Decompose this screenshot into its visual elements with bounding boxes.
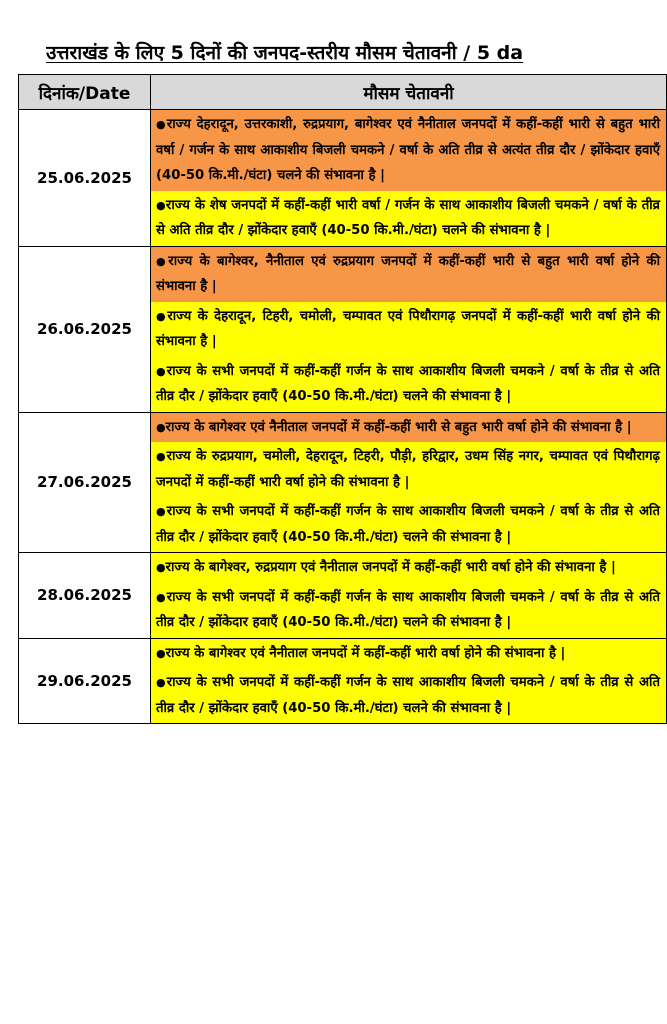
warning-text: राज्य के सभी जनपदों में कहीं-कहीं गर्जन के साथ आकाशीय बिजली चमकने / वर्षा के तीव्र से अति तीव्र दौर / झोंकेदार हवाएँ (40-50 कि.मी./घंटा) चलने की संभावना है | — [156, 504, 660, 545]
warning-text: राज्य के बागेश्वर एवं नैनीताल जनपदों में कहीं-कहीं भारी से बहुत भारी वर्षा होने की संभावना है | — [165, 419, 632, 435]
warning-text: राज्य के सभी जनपदों में कहीं-कहीं गर्जन के साथ आकाशीय बिजली चमकने / वर्षा के तीव्र से अति तीव्र दौर / झोंकेदार हवाएँ (40-50 कि.मी./घंटा) चलने की संभावना है | — [156, 675, 660, 716]
yellow-warning-item — [151, 553, 666, 583]
yellow-warning-item — [151, 302, 666, 357]
yellow-warning-item — [151, 497, 666, 552]
warning-column-header: मौसम चेतावनी — [151, 75, 667, 110]
table-row — [19, 638, 667, 724]
bullet-icon: ● — [156, 198, 166, 212]
bullet-icon: ● — [156, 561, 166, 574]
bullet-icon: ● — [156, 364, 167, 378]
warning-text: राज्य के देहरादून, टिहरी, चमोली, चम्पावत एवं पिथौरागढ़ जनपदों में कहीं-कहीं भारी वर्षा होने की संभावना है | — [156, 308, 660, 349]
page-title: उत्तराखंड के लिए 5 दिनों की जनपद-स्तरीय मौसम चेतावनी / 5 da — [46, 42, 524, 64]
yellow-warning-item — [151, 639, 666, 669]
warning-cell — [151, 638, 667, 724]
table-body — [19, 110, 667, 724]
date-cell: 28.06.2025 — [19, 553, 151, 639]
warning-text: राज्य देहरादून, उत्तरकाशी, रुद्रप्रयाग, बागेश्वर एवं नैनीताल जनपदों में कहीं-कहीं भारी से बहुत भारी वर्षा / गर्जन के साथ आकाशीय बिजली चमकने / वर्षा के अति तीव्र से अत्यंत तीव्र दौर / झोंकेदार हवाएँ (40-50 कि.मी./घंटा) चलने की संभावना है | — [156, 117, 660, 183]
warning-cell — [151, 110, 667, 247]
yellow-warning-item — [151, 583, 666, 638]
table-row — [19, 553, 667, 639]
yellow-warning-item — [151, 442, 666, 497]
table-row — [19, 110, 667, 247]
warning-text: राज्य के सभी जनपदों में कहीं-कहीं गर्जन के साथ आकाशीय बिजली चमकने / वर्षा के तीव्र से अति तीव्र दौर / झोंकेदार हवाएँ (40-50 कि.मी./घंटा) चलने की संभावना है | — [156, 363, 660, 404]
bullet-icon: ● — [156, 254, 169, 268]
bullet-icon: ● — [156, 590, 167, 604]
date-cell: 27.06.2025 — [19, 412, 151, 553]
bullet-icon: ● — [156, 646, 166, 660]
warning-cell — [151, 246, 667, 412]
yellow-warning-item — [151, 668, 666, 723]
bullet-icon: ● — [156, 505, 167, 518]
warning-table — [18, 74, 667, 724]
warning-text: राज्य के बागेश्वर, नैनीताल एवं रुद्रप्रयाग जनपदों में कहीं-कहीं भारी से बहुत भारी वर्षा होने की संभावना है | — [156, 253, 660, 294]
yellow-warning-item — [151, 191, 666, 246]
table-row — [19, 412, 667, 553]
table-header-row — [19, 75, 667, 110]
bullet-icon: ● — [156, 676, 167, 689]
warning-text: राज्य के बागेश्वर एवं नैनीताल जनपदों में कहीं-कहीं भारी वर्षा होने की संभावना है | — [165, 645, 566, 661]
warning-text: राज्य के सभी जनपदों में कहीं-कहीं गर्जन के साथ आकाशीय बिजली चमकने / वर्षा के तीव्र से अति तीव्र दौर / झोंकेदार हवाएँ (40-50 कि.मी./घंटा) चलने की संभावना है | — [156, 589, 660, 630]
orange-warning-item — [151, 247, 666, 302]
date-cell: 29.06.2025 — [19, 638, 151, 724]
date-cell: 26.06.2025 — [19, 246, 151, 412]
bullet-icon: ● — [156, 309, 168, 323]
table-row — [19, 246, 667, 412]
warning-cell — [151, 553, 667, 639]
bullet-icon: ● — [156, 450, 167, 463]
orange-warning-item — [151, 110, 666, 191]
bullet-icon: ● — [156, 420, 166, 434]
warning-text: राज्य के बागेश्वर, रुद्रप्रयाग एवं नैनीताल जनपदों में कहीं-कहीं भारी वर्षा होने की संभावना है | — [165, 560, 616, 575]
warning-text: राज्य के शेष जनपदों में कहीं-कहीं भारी वर्षा / गर्जन के साथ आकाशीय बिजली चमकने / वर्षा के तीव्र से अति तीव्र दौर / झोंकेदार हवाएँ (40-50 कि.मी./घंटा) चलने की संभावना है | — [156, 197, 660, 238]
bullet-icon: ● — [156, 118, 167, 131]
warning-cell — [151, 412, 667, 553]
yellow-warning-item — [151, 357, 666, 412]
date-cell: 25.06.2025 — [19, 110, 151, 247]
orange-warning-item — [151, 413, 666, 443]
date-column-header: दिनांक/Date — [19, 75, 151, 110]
warning-text: राज्य के रुद्रप्रयाग, चमोली, देहरादून, टिहरी, पौड़ी, हरिद्वार, उधम सिंह नगर, चम्पावत एवं पिथौरागढ़ जनपदों में कहीं-कहीं भारी वर्षा होने की संभावना है | — [156, 449, 660, 490]
